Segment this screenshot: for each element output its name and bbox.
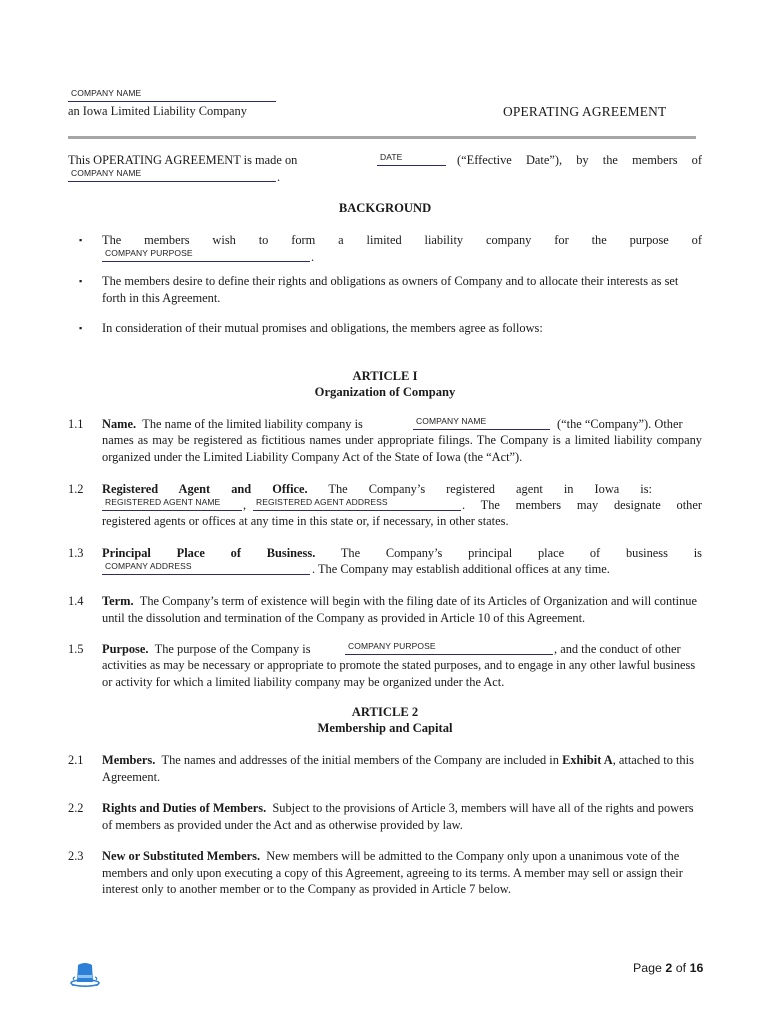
article-2-subheading: Membership and Capital [317,721,453,735]
bullet-icon: ▪ [79,235,83,245]
bullet-icon: ▪ [79,276,83,286]
background-bullet-2: The members desire to define their rights and obligations as owners of Company and to allocate their interests as set forth in this Agreement. [102,274,679,305]
article-2-heading: ARTICLE 2 [351,705,419,719]
field-label: COMPANY ADDRESS [105,561,192,571]
background-heading: BACKGROUND [338,201,432,215]
field-label: COMPANY NAME [71,168,142,178]
intro-text-part2: (“Effective Date”), by the members of [457,153,702,167]
document-title: OPERATING AGREEMENT [503,104,667,119]
page-number: Page 2 of 16 [633,961,704,975]
section-number: 1.1 [68,417,84,431]
section-number: 2.1 [68,753,84,767]
section-2-1-body: Members. The names and addresses of the initial members of the Company are included in Exhibit A, attached to this Agreement. [102,753,694,784]
field-label: COMPANY PURPOSE [105,248,193,258]
section-1-1-body: names as may be registered as fictitious names under appropriate filings. The Company is a limited liability company organized under the Limited Liability Company Act of the State of Iowa (the “Act”). [102,433,702,464]
field-label: REGISTERED AGENT ADDRESS [256,497,388,507]
comma: , [243,498,247,512]
registered-agent-address-field[interactable] [253,496,461,511]
field-label: REGISTERED AGENT NAME [105,497,221,507]
field-label: DATE [380,152,403,162]
section-1-4-body: Term. The Company’s term of existence will begin with the filing date of its Articles of Organization and will continue until the dissolution and termination of the Company as provided in Article 10 of this Agreement. [102,594,697,625]
document-subtitle: an Iowa Limited Liability Company [68,104,247,118]
intro-text-part1: This OPERATING AGREEMENT is made on [68,153,298,167]
exhibit-a-reference: Exhibit A [562,753,613,767]
hat-logo-icon [68,955,102,989]
section-1-1-line1: Name. The name of the limited liability company is [102,417,363,431]
background-bullet-1: The members wish to form a limited liability company for the purpose of [102,233,702,247]
section-1-1-line1-end: (“the “Company”). Other [557,417,683,431]
company-name-field-header[interactable] [68,87,276,102]
article-1-heading: ARTICLE I [352,369,418,383]
section-1-3-line1: Principal Place of Business. The Company’s principal place of business is [102,546,702,560]
company-name-field-s11[interactable] [413,415,550,430]
section-number: 1.5 [68,642,84,656]
section-1-2-body: registered agents or offices at any time in this state or, if necessary, in other states. [102,514,509,528]
intro-end: . [277,170,281,184]
section-number: 2.3 [68,849,84,863]
section-1-3-line2-end: . The Company may establish additional offices at any time. [312,562,610,576]
company-address-field[interactable] [102,560,310,575]
bullet-1-end: . [311,250,315,264]
section-1-2-line2-end: . The members may designate other [462,498,702,512]
section-1-5-line1: Purpose. The purpose of the Company is [102,642,311,656]
section-number: 1.4 [68,594,84,608]
field-label: COMPANY PURPOSE [348,641,436,651]
section-2-3-body: New or Substituted Members. New members will be admitted to the Company only upon a unanimous vote of the members and only upon executing a copy of this Agreement, agreeing to its terms. A member may sell or assign their interest only to another member or to the Company as provided in Article 7 below. [102,849,683,896]
registered-agent-name-field[interactable] [102,496,242,511]
section-2-2-body: Rights and Duties of Members. Subject to the provisions of Article 3, members will have all of the rights and powers of members as provided under the Act and as otherwise provided by law. [102,801,694,832]
company-purpose-field-bg[interactable] [102,247,310,262]
section-1-5-line1-end: , and the conduct of other [554,642,681,656]
section-number: 1.2 [68,482,84,496]
bullet-icon: ▪ [79,323,83,333]
article-1-subheading: Organization of Company [314,385,456,399]
section-number: 1.3 [68,546,84,560]
header-rule [68,136,696,139]
company-purpose-field-s15[interactable] [345,640,553,655]
field-label: COMPANY NAME [71,88,142,98]
date-field[interactable] [377,151,446,166]
section-number: 2.2 [68,801,84,815]
field-label: COMPANY NAME [416,416,487,426]
background-bullet-3: In consideration of their mutual promises and obligations, the members agree as follows: [102,321,543,335]
section-1-2-line1: Registered Agent and Office. The Company’s registered agent in Iowa is: [102,482,652,496]
section-1-5-body: activities as may be necessary or appropriate to promote the stated purposes, and to engage in any other lawful business or activity for which a limited liability company may be organized under the Act. [102,658,696,689]
company-name-field-intro[interactable] [68,167,276,182]
